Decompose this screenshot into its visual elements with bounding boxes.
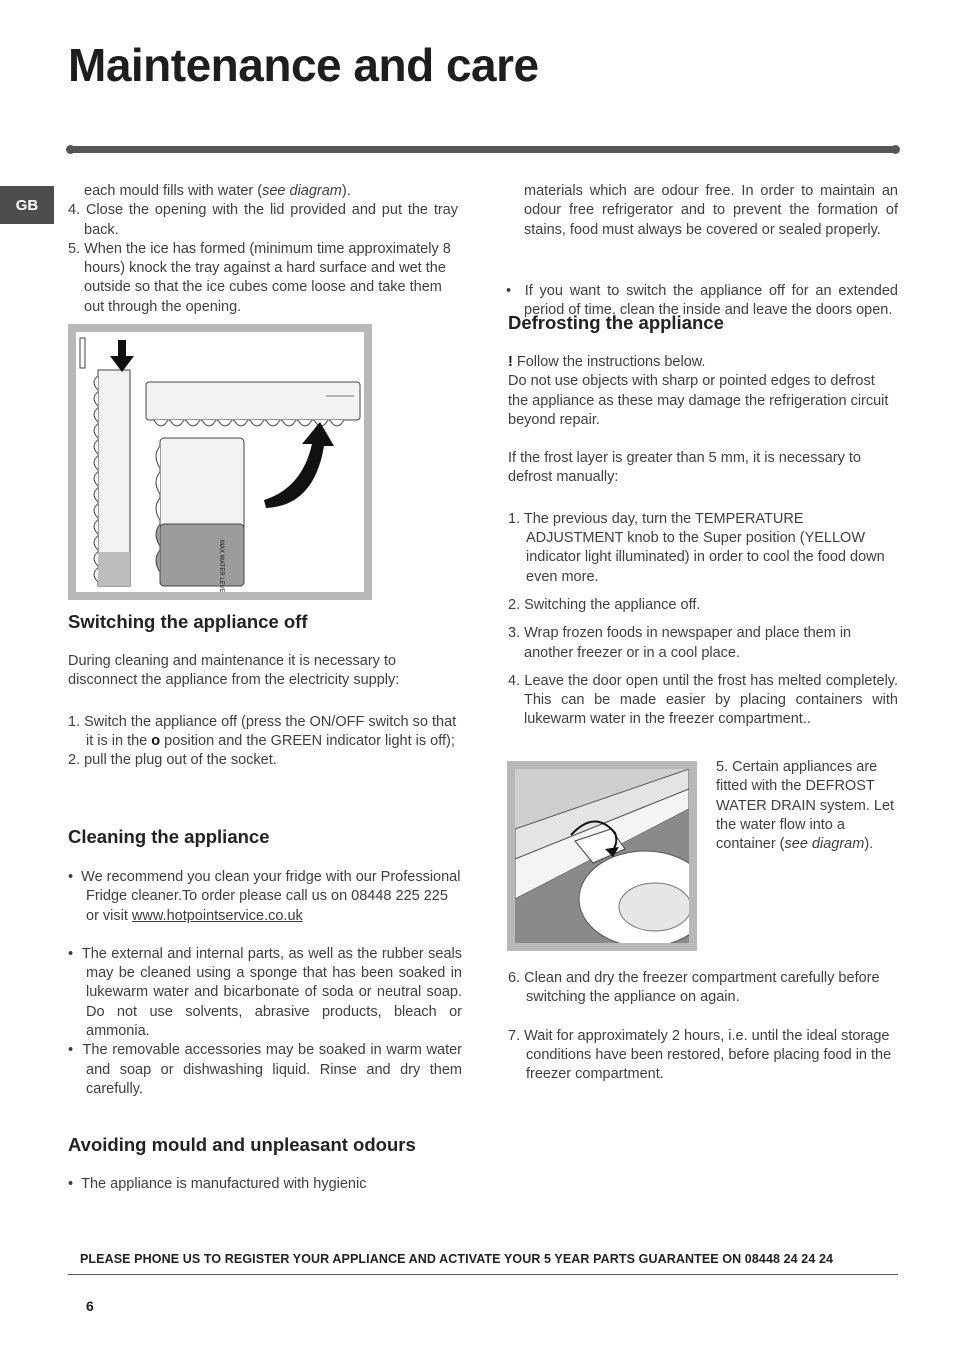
ice-cont-text: each mould fills with water ( bbox=[84, 183, 263, 199]
defrost-warning-2: Do not use objects with sharp or pointed edges to defrost the appliance as these may damage the refrigeration circuit beyond repair. bbox=[508, 373, 889, 428]
cleaning-bullet-2: • The external and internal parts, as well as the rubber seals may be cleaned using a sponge that has been soaked in lukewarm water and bicarbonate of soda or neutral soap. Do not use solvents, abrasive products, bleach or ammonia. bbox=[68, 945, 462, 1040]
defrost-step-3: 3. Wrap frozen foods in newspaper and place them in another freezer or in a cool place. bbox=[508, 625, 852, 661]
cleaning-bullet-3: • The removable accessories may be soaked in warm water and soap or dishwashing liquid. Rinse and dry them carefully. bbox=[68, 1042, 463, 1097]
defrost-drain-figure bbox=[507, 761, 697, 951]
defrost-step-5-em: see diagram bbox=[784, 836, 865, 853]
defrost-step-5-text: 5. Certain appliances are fitted with the DEFROST WATER DRAIN system. Let the water flow into a container ( bbox=[716, 759, 895, 853]
language-tab: GB bbox=[0, 186, 54, 224]
header-divider bbox=[68, 146, 898, 153]
page-title: Maintenance and care bbox=[68, 39, 539, 91]
arrow-down-icon bbox=[110, 340, 134, 372]
defrost-step-7: 7. Wait for approximately 2 hours, i.e. until the ideal storage conditions have been restored, before placing food in the freezer compartment. bbox=[508, 1027, 892, 1083]
switch-off-step-2: 2. pull the plug out of the socket. bbox=[68, 752, 277, 769]
defrost-step-2: 2. Switching the appliance off. bbox=[508, 596, 701, 613]
cleaning-bullet-1-text: We recommend you clean your fridge with our Professional Fridge cleaner.To order please call us on 08448 225 225 or visit bbox=[81, 869, 461, 924]
defrost-warning bbox=[508, 353, 898, 372]
ice-cont-em: see diagram bbox=[262, 183, 342, 199]
ice-instructions bbox=[68, 182, 458, 317]
defrost-step-5-end: ). bbox=[864, 836, 874, 853]
hotpoint-service-link[interactable]: www.hotpointservice.co.uk bbox=[131, 907, 303, 924]
max-water-level-label: MAX WATER LEVEL bbox=[218, 540, 224, 592]
defrost-step-6: 6. Clean and dry the freezer compartment carefully before switching the appliance on again. bbox=[508, 970, 880, 1006]
mould-continued: materials which are odour free. In order to maintain an odour free refrigerator and to prevent the formation of stains, food must always be covered or sealed properly. bbox=[524, 183, 898, 238]
switch-step1-text: 1. Switch the appliance off (press the ON/OFF switch so that it is in the bbox=[68, 713, 457, 749]
cleaning-bullet-2-text: The external and internal parts, as well as the rubber seals may be cleaned using a sponge that has been soaked in lukewarm water and bicarbonate of soda or neutral soap. Do not use solvents, abrasive products, bleach or ammonia. bbox=[81, 945, 462, 1040]
mould-bullet-1: • The appliance is manufactured with hygienic bbox=[68, 1176, 367, 1192]
defrost-warning-text: Follow the instructions below. bbox=[512, 354, 706, 370]
warning-mark: ! bbox=[508, 354, 513, 370]
switch-off-intro: During cleaning and maintenance it is necessary to disconnect the appliance from the electricity supply: bbox=[68, 653, 400, 689]
mould-bullet-1-text: The appliance is manufactured with hygienic bbox=[81, 1176, 367, 1192]
page-number: 6 bbox=[86, 1298, 94, 1314]
switch-off-heading: Switching the appliance off bbox=[68, 611, 308, 632]
switch-off-step-1 bbox=[68, 713, 458, 752]
curved-arrow-icon bbox=[264, 422, 334, 508]
defrost-final-steps bbox=[508, 969, 898, 1084]
mould-bullet-2-text: If you want to switch the appliance off for an extended period of time, clean the inside and leave the doors open. bbox=[524, 283, 898, 319]
footer-divider bbox=[68, 1274, 898, 1275]
defrost-frost-note: If the frost layer is greater than 5 mm, it is necessary to defrost manually: bbox=[508, 450, 861, 486]
ice-step-4: 4. Close the opening with the lid provided and put the tray back. bbox=[68, 202, 458, 238]
defrost-drain-illustration bbox=[515, 769, 689, 943]
defrost-heading: Defrosting the appliance bbox=[508, 312, 724, 333]
switch-step1-end: position and the GREEN indicator light is off); bbox=[160, 732, 455, 749]
ice-tray-illustration bbox=[76, 332, 364, 592]
mould-heading: Avoiding mould and unpleasant odours bbox=[68, 1134, 416, 1155]
switch-off-section bbox=[68, 652, 458, 770]
footer-notice: PLEASE PHONE US TO REGISTER YOUR APPLIANCE AND ACTIVATE YOUR 5 YEAR PARTS GUARANTEE ON 08448 24 24 24 bbox=[80, 1252, 834, 1266]
cleaning-heading: Cleaning the appliance bbox=[68, 826, 270, 847]
switch-step1-bold: o bbox=[151, 732, 161, 749]
defrost-step-1: 1. The previous day, turn the TEMPERATURE ADJUSTMENT knob to the Super position (YELLOW indicator light illuminated) in order to cool the food down even more. bbox=[508, 510, 885, 585]
cleaning-bullet-3-text: The removable accessories may be soaked in warm water and soap or dishwashing liquid. Rinse and dry them carefully. bbox=[82, 1042, 463, 1097]
defrost-step-4: 4. Leave the door open until the frost has melted completely. This can be made easier by placing containers with lukewarm water in the freezer compartment.. bbox=[508, 672, 898, 728]
mould-bullet-2: • If you want to switch the appliance off for an extended period of time, clean the inside and leave the doors open. bbox=[506, 283, 898, 319]
defrost-step-5 bbox=[716, 758, 900, 854]
ice-step-5: 5. When the ice has formed (minimum time approximately 8 hours) knock the tray against a hard surface and wet the outside so that the ice cubes come loose and take them out through the opening. bbox=[68, 240, 451, 315]
mould-section bbox=[68, 1175, 462, 1194]
defrost-section bbox=[508, 353, 898, 730]
cleaning-section bbox=[68, 868, 462, 1099]
ice-tray-figure bbox=[68, 324, 372, 600]
cleaning-bullet-1: • We recommend you clean your fridge with our Professional Fridge cleaner.To order please call us on 08448 225 225 or visit www.hotpointservice.co.uk bbox=[68, 869, 461, 924]
ice-cont-end: ). bbox=[341, 183, 351, 199]
